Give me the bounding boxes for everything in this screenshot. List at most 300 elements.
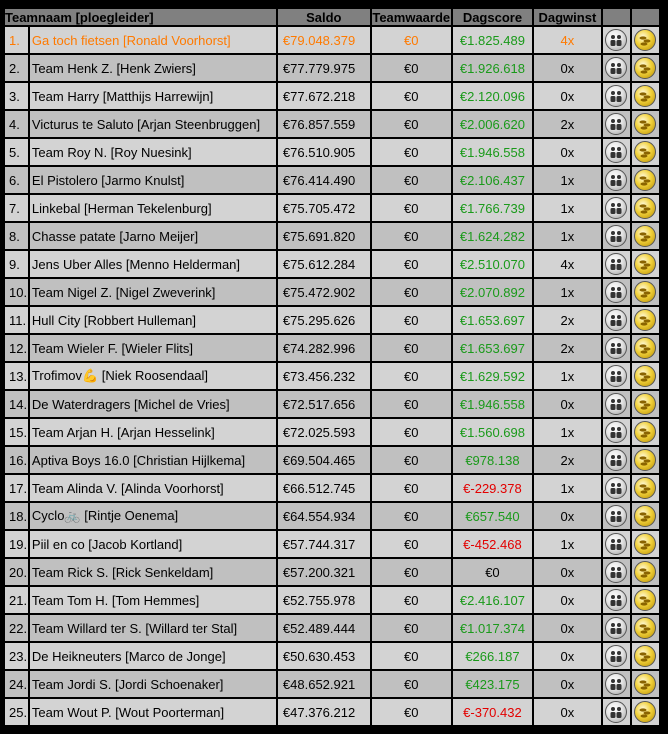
team-members-icon[interactable] xyxy=(605,533,627,555)
table-row xyxy=(5,223,659,249)
team-value: €0 xyxy=(372,531,451,557)
money-coins-icon[interactable] xyxy=(634,421,656,443)
team-button-cell xyxy=(603,615,630,641)
money-button-cell xyxy=(632,223,659,249)
team-members-icon[interactable] xyxy=(605,589,627,611)
team-name[interactable]: Team Wout P. [Wout Poorterman] xyxy=(30,699,276,725)
day-score xyxy=(453,531,532,557)
team-name[interactable]: Team Nigel Z. [Nigel Zweverink] xyxy=(30,279,276,305)
day-score xyxy=(453,391,532,417)
team-name[interactable]: Linkebal [Herman Tekelenburg] xyxy=(30,195,276,221)
team-value: €0 xyxy=(372,195,451,221)
day-wins: 1x xyxy=(534,279,601,305)
team-name[interactable]: Team Roy N. [Roy Nuesink] xyxy=(30,139,276,165)
day-score xyxy=(453,419,532,445)
day-score-value: €657.540 xyxy=(465,508,520,524)
day-score-value: €1.946.558 xyxy=(459,396,525,412)
team-value: €0 xyxy=(372,671,451,697)
team-members-icon[interactable] xyxy=(605,57,627,79)
header-team-name[interactable]: Teamnaam [ploegleider] xyxy=(5,9,276,25)
day-score-value: €1.017.374 xyxy=(459,620,525,636)
day-score xyxy=(453,27,532,53)
team-button-cell xyxy=(603,55,630,81)
team-value: €0 xyxy=(372,279,451,305)
day-score xyxy=(453,307,532,333)
table-row xyxy=(5,615,659,641)
team-value: €0 xyxy=(372,615,451,641)
money-coins-icon[interactable] xyxy=(634,141,656,163)
saldo: €75.472.902 xyxy=(278,279,370,305)
team-button-cell xyxy=(603,699,630,725)
team-value: €0 xyxy=(372,587,451,613)
day-score-value: €1.560.698 xyxy=(459,424,525,440)
team-value: €0 xyxy=(372,419,451,445)
rank: 22. xyxy=(5,615,28,641)
day-wins: 1x xyxy=(534,167,601,193)
saldo: €75.295.626 xyxy=(278,307,370,333)
day-score xyxy=(453,503,532,529)
money-button-cell xyxy=(632,139,659,165)
team-button-cell xyxy=(603,83,630,109)
team-members-icon[interactable] xyxy=(605,421,627,443)
day-wins: 0x xyxy=(534,503,601,529)
money-button-cell xyxy=(632,419,659,445)
day-score-value: €2.120.096 xyxy=(459,88,525,104)
saldo: €76.510.905 xyxy=(278,139,370,165)
rank: 20. xyxy=(5,559,28,585)
day-score-value: €1.653.697 xyxy=(459,312,525,328)
saldo: €50.630.453 xyxy=(278,643,370,669)
day-score xyxy=(453,587,532,613)
saldo: €69.504.465 xyxy=(278,447,370,473)
day-score-value: €-229.378 xyxy=(463,480,522,496)
money-button-cell xyxy=(632,447,659,473)
header-team-value[interactable]: Teamwaarde xyxy=(372,9,451,25)
saldo: €57.200.321 xyxy=(278,559,370,585)
money-button-cell xyxy=(632,503,659,529)
money-button-cell xyxy=(632,335,659,361)
team-button-cell xyxy=(603,587,630,613)
team-button-cell xyxy=(603,671,630,697)
money-coins-icon[interactable] xyxy=(634,281,656,303)
money-coins-icon[interactable] xyxy=(634,617,656,639)
day-score-value: €2.070.892 xyxy=(459,284,525,300)
team-members-icon[interactable] xyxy=(605,29,627,51)
money-button-cell xyxy=(632,279,659,305)
team-name[interactable]: Ga toch fietsen [Ronald Voorhorst] xyxy=(30,27,276,53)
team-members-icon[interactable] xyxy=(605,645,627,667)
table-row xyxy=(5,195,659,221)
rank: 17. xyxy=(5,475,28,501)
team-members-icon[interactable] xyxy=(605,197,627,219)
team-name[interactable]: Team Willard ter S. [Willard ter Stal] xyxy=(30,615,276,641)
money-button-cell xyxy=(632,195,659,221)
team-button-cell xyxy=(603,223,630,249)
rank: 24. xyxy=(5,671,28,697)
team-name[interactable]: Team Harry [Matthijs Harrewijn] xyxy=(30,83,276,109)
team-name[interactable]: Aptiva Boys 16.0 [Christian Hijlkema] xyxy=(30,447,276,473)
table-row xyxy=(5,335,659,361)
day-wins: 1x xyxy=(534,531,601,557)
saldo: €64.554.934 xyxy=(278,503,370,529)
rank: 10. xyxy=(5,279,28,305)
rank: 14. xyxy=(5,391,28,417)
team-value: €0 xyxy=(372,83,451,109)
team-button-cell xyxy=(603,475,630,501)
team-members-icon[interactable] xyxy=(605,169,627,191)
day-score-value: €2.416.107 xyxy=(459,592,525,608)
money-coins-icon[interactable] xyxy=(634,57,656,79)
saldo: €75.612.284 xyxy=(278,251,370,277)
table-row xyxy=(5,559,659,585)
team-members-icon[interactable] xyxy=(605,365,627,387)
rank: 19. xyxy=(5,531,28,557)
team-button-cell xyxy=(603,279,630,305)
team-name[interactable]: Chasse patate [Jarno Meijer] xyxy=(30,223,276,249)
table-row xyxy=(5,643,659,669)
saldo: €52.755.978 xyxy=(278,587,370,613)
team-button-cell xyxy=(603,419,630,445)
day-wins: 1x xyxy=(534,195,601,221)
saldo: €75.705.472 xyxy=(278,195,370,221)
saldo: €74.282.996 xyxy=(278,335,370,361)
day-score-value: €978.138 xyxy=(465,452,520,468)
money-button-cell xyxy=(632,363,659,389)
day-score xyxy=(453,671,532,697)
team-members-icon[interactable] xyxy=(605,113,627,135)
team-value: €0 xyxy=(372,643,451,669)
day-score xyxy=(453,559,532,585)
table-row xyxy=(5,447,659,473)
saldo: €66.512.745 xyxy=(278,475,370,501)
team-name[interactable]: Trofimov💪 [Niek Roosendaal] xyxy=(30,363,276,389)
money-button-cell xyxy=(632,167,659,193)
team-members-icon[interactable] xyxy=(605,337,627,359)
team-members-icon[interactable] xyxy=(605,281,627,303)
money-button-cell xyxy=(632,83,659,109)
table-row xyxy=(5,587,659,613)
day-score xyxy=(453,195,532,221)
team-button-cell xyxy=(603,27,630,53)
header-day-wins[interactable]: Dagwinst xyxy=(534,9,601,25)
table-row xyxy=(5,503,659,529)
day-wins: 1x xyxy=(534,475,601,501)
day-score-value: €1.624.282 xyxy=(459,228,525,244)
money-coins-icon[interactable] xyxy=(634,309,656,331)
day-score xyxy=(453,363,532,389)
saldo: €72.517.656 xyxy=(278,391,370,417)
money-coins-icon[interactable] xyxy=(634,365,656,387)
rank: 18. xyxy=(5,503,28,529)
team-value: €0 xyxy=(372,223,451,249)
team-value: €0 xyxy=(372,111,451,137)
table-row xyxy=(5,279,659,305)
team-button-cell xyxy=(603,391,630,417)
rank: 16. xyxy=(5,447,28,473)
day-score xyxy=(453,55,532,81)
table-row xyxy=(5,531,659,557)
team-button-cell xyxy=(603,251,630,277)
day-score xyxy=(453,615,532,641)
team-button-cell xyxy=(603,335,630,361)
team-value: €0 xyxy=(372,391,451,417)
day-score-value: €423.175 xyxy=(465,676,520,692)
table-row xyxy=(5,139,659,165)
team-name[interactable]: Team Rick S. [Rick Senkeldam] xyxy=(30,559,276,585)
saldo: €72.025.593 xyxy=(278,419,370,445)
team-name[interactable]: Piil en co [Jacob Kortland] xyxy=(30,531,276,557)
rank: 4. xyxy=(5,111,28,137)
money-coins-icon[interactable] xyxy=(634,477,656,499)
team-members-icon[interactable] xyxy=(605,701,627,723)
money-coins-icon[interactable] xyxy=(634,701,656,723)
team-value: €0 xyxy=(372,447,451,473)
money-coins-icon[interactable] xyxy=(634,197,656,219)
day-score-value: €-370.432 xyxy=(463,704,522,720)
money-coins-icon[interactable] xyxy=(634,533,656,555)
rank: 13. xyxy=(5,363,28,389)
table-row xyxy=(5,111,659,137)
day-wins: 2x xyxy=(534,335,601,361)
standings-table xyxy=(3,7,661,727)
money-button-cell xyxy=(632,475,659,501)
money-coins-icon[interactable] xyxy=(634,169,656,191)
money-coins-icon[interactable] xyxy=(634,253,656,275)
team-members-icon[interactable] xyxy=(605,561,627,583)
team-value: €0 xyxy=(372,139,451,165)
day-score-value: €-452.468 xyxy=(463,536,522,552)
rank: 23. xyxy=(5,643,28,669)
saldo: €76.857.559 xyxy=(278,111,370,137)
team-button-cell xyxy=(603,139,630,165)
money-coins-icon[interactable] xyxy=(634,449,656,471)
team-name[interactable]: El Pistolero [Jarmo Knulst] xyxy=(30,167,276,193)
table-row xyxy=(5,699,659,725)
day-score xyxy=(453,279,532,305)
table-row xyxy=(5,307,659,333)
team-value: €0 xyxy=(372,307,451,333)
rank: 25. xyxy=(5,699,28,725)
rank: 8. xyxy=(5,223,28,249)
team-name[interactable]: Team Jordi S. [Jordi Schoenaker] xyxy=(30,671,276,697)
money-button-cell xyxy=(632,587,659,613)
day-score-value: €1.825.489 xyxy=(459,32,525,48)
team-name[interactable]: De Heikneuters [Marco de Jonge] xyxy=(30,643,276,669)
day-score-value: €0 xyxy=(485,564,500,580)
rank: 15. xyxy=(5,419,28,445)
team-name[interactable]: Jens Uber Alles [Menno Helderman] xyxy=(30,251,276,277)
day-score-value: €1.629.592 xyxy=(459,368,525,384)
team-value: €0 xyxy=(372,475,451,501)
team-name[interactable]: De Waterdragers [Michel de Vries] xyxy=(30,391,276,417)
table-row xyxy=(5,251,659,277)
money-button-cell xyxy=(632,643,659,669)
saldo: €75.691.820 xyxy=(278,223,370,249)
team-members-icon[interactable] xyxy=(605,617,627,639)
rank: 12. xyxy=(5,335,28,361)
rank: 7. xyxy=(5,195,28,221)
day-score-value: €1.653.697 xyxy=(459,340,525,356)
saldo: €57.744.317 xyxy=(278,531,370,557)
team-button-cell xyxy=(603,167,630,193)
day-wins: 0x xyxy=(534,587,601,613)
day-score-value: €1.766.739 xyxy=(459,200,525,216)
team-members-icon[interactable] xyxy=(605,309,627,331)
day-wins: 0x xyxy=(534,83,601,109)
money-coins-icon[interactable] xyxy=(634,393,656,415)
money-coins-icon[interactable] xyxy=(634,29,656,51)
money-coins-icon[interactable] xyxy=(634,561,656,583)
table-row xyxy=(5,419,659,445)
team-members-icon[interactable] xyxy=(605,393,627,415)
team-members-icon[interactable] xyxy=(605,477,627,499)
money-button-cell xyxy=(632,111,659,137)
day-wins: 4x xyxy=(534,27,601,53)
day-score xyxy=(453,475,532,501)
rank: 5. xyxy=(5,139,28,165)
team-value: €0 xyxy=(372,167,451,193)
team-value: €0 xyxy=(372,251,451,277)
day-wins: 2x xyxy=(534,447,601,473)
saldo: €52.489.444 xyxy=(278,615,370,641)
team-members-icon[interactable] xyxy=(605,673,627,695)
money-button-cell xyxy=(632,307,659,333)
team-name[interactable]: Hull City [Robbert Hulleman] xyxy=(30,307,276,333)
day-wins: 1x xyxy=(534,223,601,249)
team-button-cell xyxy=(603,447,630,473)
day-wins: 1x xyxy=(534,363,601,389)
table-row xyxy=(5,391,659,417)
team-name[interactable]: Victurus te Saluto [Arjan Steenbruggen] xyxy=(30,111,276,137)
day-score-value: €2.006.620 xyxy=(459,116,525,132)
money-button-cell xyxy=(632,55,659,81)
money-button-cell xyxy=(632,559,659,585)
table-row xyxy=(5,363,659,389)
team-name[interactable]: Team Arjan H. [Arjan Hesselink] xyxy=(30,419,276,445)
team-name[interactable]: Cyclo🚲 [Rintje Oenema] xyxy=(30,503,276,529)
saldo: €77.779.975 xyxy=(278,55,370,81)
day-score-value: €266.187 xyxy=(465,648,520,664)
day-score xyxy=(453,167,532,193)
team-members-icon[interactable] xyxy=(605,141,627,163)
money-button-cell xyxy=(632,699,659,725)
table-row xyxy=(5,27,659,53)
day-score xyxy=(453,111,532,137)
saldo: €48.652.921 xyxy=(278,671,370,697)
saldo: €79.048.379 xyxy=(278,27,370,53)
money-coins-icon[interactable] xyxy=(634,645,656,667)
table-header-row xyxy=(5,9,659,25)
day-score xyxy=(453,139,532,165)
money-coins-icon[interactable] xyxy=(634,337,656,359)
team-button-cell xyxy=(603,195,630,221)
team-members-icon[interactable] xyxy=(605,505,627,527)
rank: 6. xyxy=(5,167,28,193)
team-button-cell xyxy=(603,643,630,669)
team-members-icon[interactable] xyxy=(605,225,627,247)
header-icon-spacer xyxy=(603,9,630,25)
team-members-icon[interactable] xyxy=(605,253,627,275)
team-button-cell xyxy=(603,307,630,333)
day-score xyxy=(453,447,532,473)
money-coins-icon[interactable] xyxy=(634,113,656,135)
day-wins: 0x xyxy=(534,671,601,697)
day-wins: 0x xyxy=(534,699,601,725)
day-wins: 0x xyxy=(534,139,601,165)
day-score xyxy=(453,251,532,277)
team-button-cell xyxy=(603,531,630,557)
table-row xyxy=(5,671,659,697)
standings-body xyxy=(5,27,659,725)
money-button-cell xyxy=(632,671,659,697)
day-score xyxy=(453,699,532,725)
team-value: €0 xyxy=(372,27,451,53)
day-wins: 2x xyxy=(534,111,601,137)
team-value: €0 xyxy=(372,55,451,81)
saldo: €47.376.212 xyxy=(278,699,370,725)
money-button-cell xyxy=(632,615,659,641)
day-wins: 4x xyxy=(534,251,601,277)
table-row xyxy=(5,83,659,109)
day-wins: 0x xyxy=(534,391,601,417)
day-wins: 0x xyxy=(534,55,601,81)
rank: 21. xyxy=(5,587,28,613)
team-button-cell xyxy=(603,559,630,585)
saldo: €77.672.218 xyxy=(278,83,370,109)
money-coins-icon[interactable] xyxy=(634,225,656,247)
header-saldo[interactable]: Saldo xyxy=(278,9,370,25)
team-value: €0 xyxy=(372,363,451,389)
day-score-value: €1.926.618 xyxy=(459,60,525,76)
table-row xyxy=(5,475,659,501)
team-name[interactable]: Team Tom H. [Tom Hemmes] xyxy=(30,587,276,613)
money-coins-icon[interactable] xyxy=(634,589,656,611)
money-button-cell xyxy=(632,251,659,277)
header-day-score[interactable]: Dagscore xyxy=(453,9,532,25)
rank: 9. xyxy=(5,251,28,277)
team-name[interactable]: Team Henk Z. [Henk Zwiers] xyxy=(30,55,276,81)
team-button-cell xyxy=(603,503,630,529)
saldo: €73.456.232 xyxy=(278,363,370,389)
money-button-cell xyxy=(632,531,659,557)
team-button-cell xyxy=(603,111,630,137)
team-name[interactable]: Team Alinda V. [Alinda Voorhorst] xyxy=(30,475,276,501)
day-score xyxy=(453,335,532,361)
team-members-icon[interactable] xyxy=(605,449,627,471)
money-coins-icon[interactable] xyxy=(634,85,656,107)
table-row xyxy=(5,167,659,193)
saldo: €76.414.490 xyxy=(278,167,370,193)
team-value: €0 xyxy=(372,335,451,361)
day-wins: 1x xyxy=(534,419,601,445)
day-score xyxy=(453,643,532,669)
team-value: €0 xyxy=(372,559,451,585)
team-members-icon[interactable] xyxy=(605,85,627,107)
day-score-value: €1.946.558 xyxy=(459,144,525,160)
team-value: €0 xyxy=(372,503,451,529)
day-score xyxy=(453,83,532,109)
money-coins-icon[interactable] xyxy=(634,673,656,695)
day-wins: 0x xyxy=(534,559,601,585)
team-name[interactable]: Team Wieler F. [Wieler Flits] xyxy=(30,335,276,361)
day-score-value: €2.106.437 xyxy=(459,172,525,188)
day-wins: 0x xyxy=(534,615,601,641)
money-coins-icon[interactable] xyxy=(634,505,656,527)
money-button-cell xyxy=(632,27,659,53)
rank: 1. xyxy=(5,27,28,53)
team-button-cell xyxy=(603,363,630,389)
team-value: €0 xyxy=(372,699,451,725)
